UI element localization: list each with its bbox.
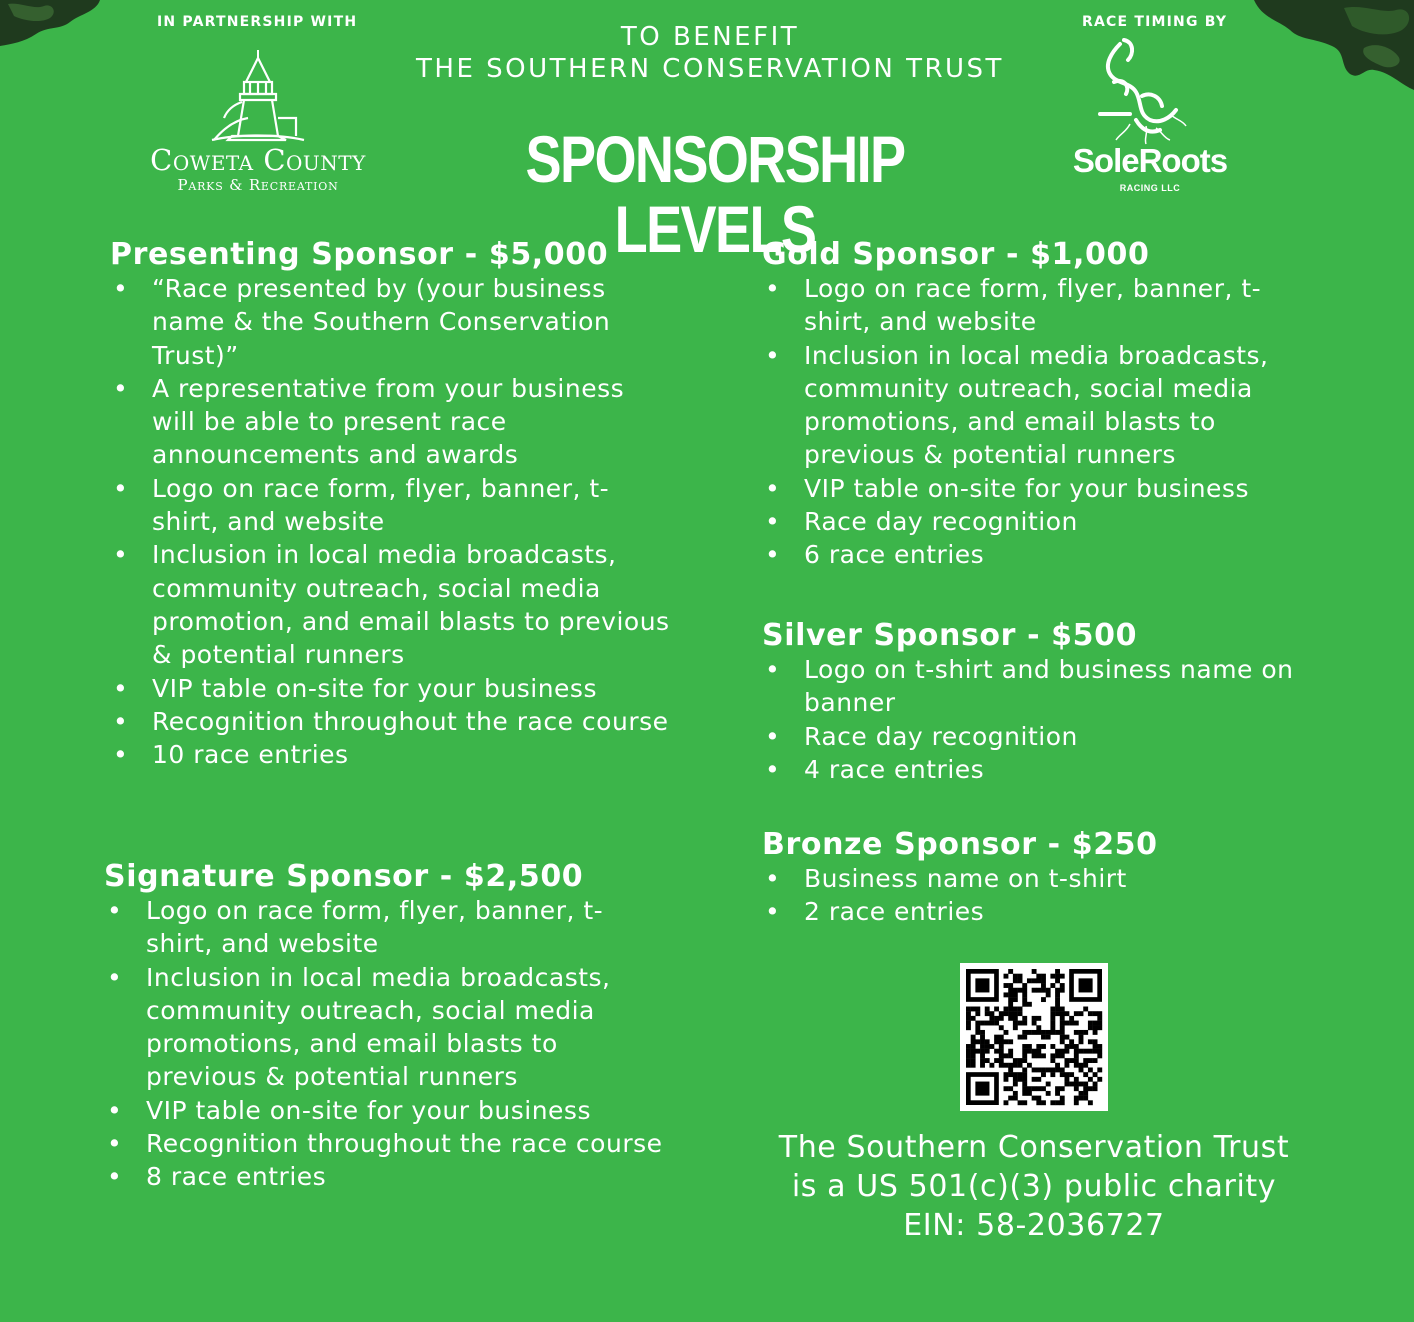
benefit-item: • Business name on t-shirt bbox=[762, 862, 1322, 895]
level-title: Silver Sponsor - $500 bbox=[762, 618, 1138, 653]
benefit-item: • VIP table on-site for your business bbox=[762, 472, 1322, 505]
gold-sponsor-section bbox=[762, 238, 1322, 572]
benefit-item: • 8 race entries bbox=[104, 1160, 664, 1193]
charity-ein: EIN: 58-2036727 bbox=[903, 1208, 1165, 1243]
camo-corner-right bbox=[1214, 0, 1414, 90]
benefit-line-2: THE SOUTHERN CONSERVATION TRUST bbox=[416, 54, 1004, 84]
benefit-item: • VIP table on-site for your business bbox=[110, 672, 670, 705]
benefit-item: • Race day recognition bbox=[762, 505, 1322, 538]
qr-code-icon bbox=[960, 963, 1108, 1111]
level-title: Presenting Sponsor - $5,000 bbox=[110, 237, 609, 272]
benefit-item: • A representative from your business will be able to present race announcements and awards bbox=[110, 372, 670, 472]
partner-logo-name: Coweta County bbox=[150, 143, 366, 177]
benefit-item: • Recognition throughout the race course bbox=[110, 705, 670, 738]
benefit-item: • VIP table on-site for your business bbox=[104, 1094, 664, 1127]
benefit-item: • Logo on race form, flyer, banner, t-shirt, and website bbox=[762, 272, 1322, 339]
benefit-line-1: TO BENEFIT bbox=[620, 22, 800, 52]
benefit-item: • Logo on race form, flyer, banner, t-shirt, and website bbox=[110, 472, 670, 539]
benefit-item: • Recognition throughout the race course bbox=[104, 1127, 664, 1160]
qr-code[interactable] bbox=[960, 963, 1108, 1111]
bronze-sponsor-section bbox=[762, 828, 1322, 929]
benefit-item: • 2 race entries bbox=[762, 895, 1322, 928]
level-title: Gold Sponsor - $1,000 bbox=[762, 237, 1150, 272]
level-title: Bronze Sponsor - $250 bbox=[762, 827, 1158, 862]
partner-logo-subtitle: Parks & Recreation bbox=[177, 176, 339, 194]
timing-logo-subtitle: RACING LLC bbox=[1119, 183, 1181, 193]
benefit-item: • Logo on t-shirt and business name on banner bbox=[762, 653, 1322, 720]
benefit-item: • Inclusion in local media broadcasts, community outreach, social media promotions, and email blasts to previous & potential runners bbox=[762, 339, 1322, 472]
page-title: SPONSORSHIP LEVELS bbox=[525, 122, 905, 266]
benefit-item: • 4 race entries bbox=[762, 753, 1322, 786]
benefit-item: • 6 race entries bbox=[762, 538, 1322, 571]
camo-corner-left bbox=[0, 0, 110, 50]
signature-sponsor-section bbox=[104, 860, 664, 1194]
benefit-item: • Inclusion in local media broadcasts, community outreach, social media promotion, and email blasts to previous & potential runners bbox=[110, 538, 670, 671]
benefit-item: • “Race presented by (your business name & the Southern Conservation Trust)” bbox=[110, 272, 670, 372]
running-shoe-icon bbox=[1090, 34, 1190, 146]
presenting-sponsor-section bbox=[110, 238, 670, 771]
charity-line-2: is a US 501(c)(3) public charity bbox=[791, 1169, 1277, 1204]
race-timing-label: RACE TIMING BY bbox=[1082, 14, 1228, 30]
charity-line-1: The Southern Conservation Trust bbox=[778, 1130, 1290, 1165]
level-title: Signature Sponsor - $2,500 bbox=[104, 859, 584, 894]
partnership-label: IN PARTNERSHIP WITH bbox=[157, 14, 358, 30]
benefit-item: • Inclusion in local media broadcasts, community outreach, social media promotions, and email blasts to previous & potential runners bbox=[104, 961, 664, 1094]
benefit-item: • Logo on race form, flyer, banner, t-shirt, and website bbox=[104, 894, 664, 961]
timing-logo-name: SoleRoots bbox=[1072, 142, 1228, 179]
benefit-item: • Race day recognition bbox=[762, 720, 1322, 753]
silver-sponsor-section bbox=[762, 619, 1322, 786]
benefit-item: • 10 race entries bbox=[110, 738, 670, 771]
